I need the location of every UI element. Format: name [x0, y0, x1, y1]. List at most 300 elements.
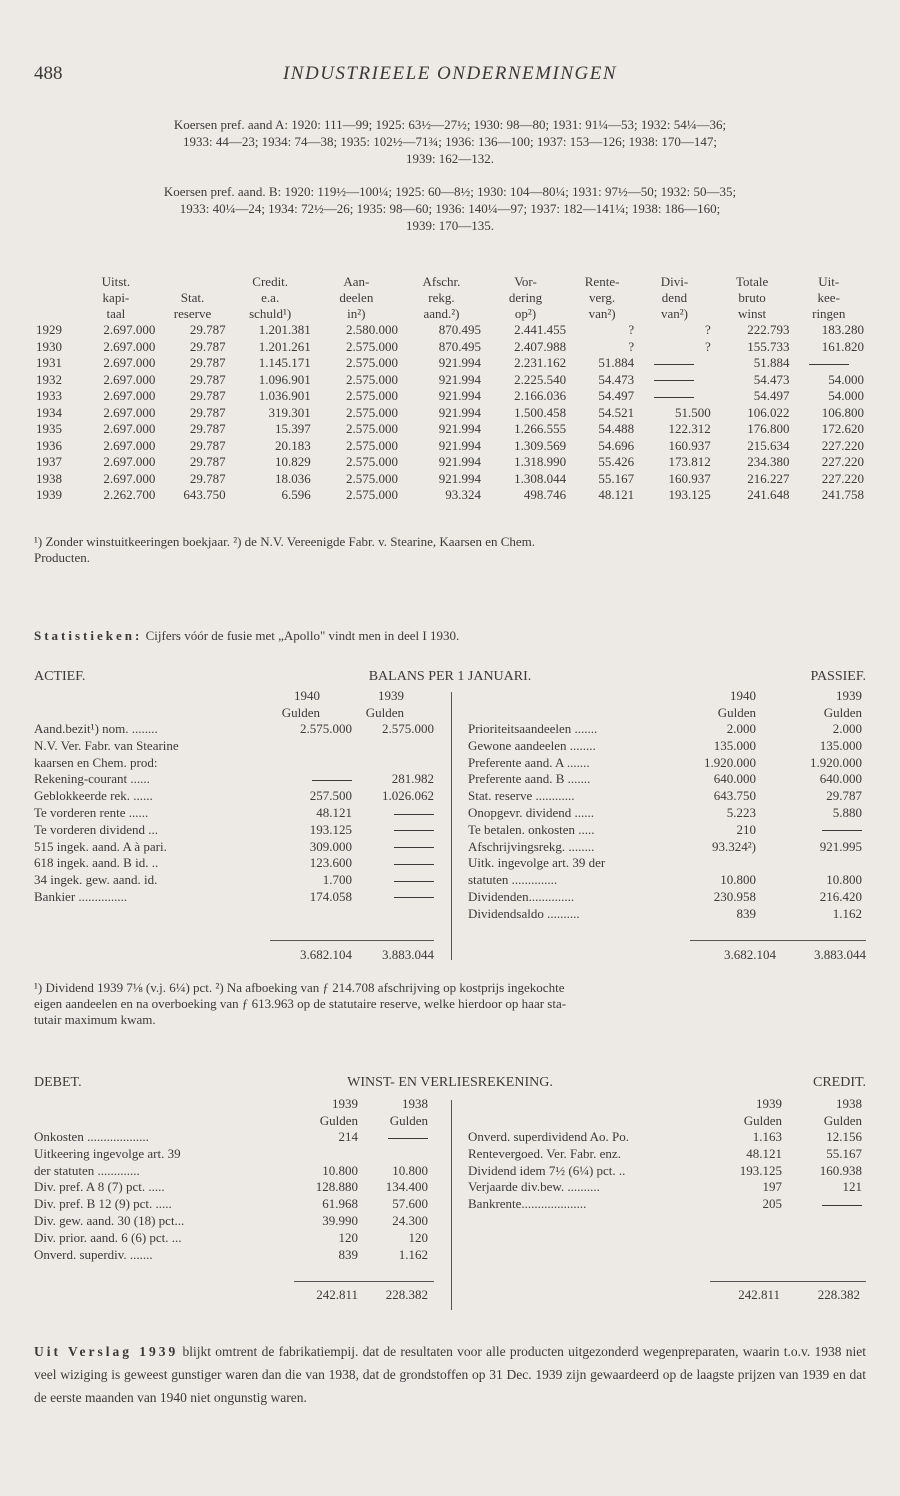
- value-cell: 2.575.000: [345, 421, 398, 436]
- ledger-label: Div. gew. aand. 30 (18) pct...: [34, 1212, 185, 1228]
- value-cell: 319.301: [268, 404, 311, 420]
- ledger-value: 921.995: [819, 838, 862, 854]
- ledger-row: [468, 839, 868, 856]
- ledger-value: 197: [762, 1179, 782, 1195]
- table-row: [34, 339, 866, 356]
- value-cell: 29.787: [189, 371, 226, 387]
- value-cell: ?: [628, 338, 635, 354]
- value-cell: 921.994: [438, 437, 481, 453]
- value-cell: 6.596: [281, 487, 311, 502]
- value-cell: 2.262.700: [103, 487, 156, 502]
- nil-dash: [394, 822, 434, 839]
- passief-total-rule: [690, 940, 866, 941]
- table-row: [34, 372, 866, 389]
- ledger-value: 640.000: [819, 771, 862, 787]
- value-cell: 29.787: [189, 421, 226, 436]
- ledger-value: 93.324²): [712, 838, 756, 854]
- dash-line: [394, 864, 434, 865]
- ledger-value: 1.700: [322, 872, 352, 888]
- page-number: 488: [34, 63, 63, 84]
- year-1939: 1939: [378, 688, 404, 703]
- year-1939: 1939: [756, 1096, 782, 1111]
- ledger-row: [34, 1196, 434, 1213]
- value-cell: 2.225.540: [514, 371, 567, 387]
- year-1940: 1940: [294, 688, 320, 703]
- header-line: dend: [661, 290, 688, 305]
- ledger-value: 216.420: [819, 888, 862, 904]
- ledger-value: 174.058: [309, 888, 352, 904]
- value-cell: 1.308.044: [514, 470, 567, 486]
- ledger-row: [34, 738, 434, 755]
- header-line: in²): [347, 306, 366, 321]
- value-cell: ?: [704, 322, 711, 337]
- header-line: schuld¹): [249, 306, 292, 321]
- value-cell: 20.183: [274, 437, 311, 453]
- unit-label: Gulden: [389, 1113, 428, 1128]
- ledger-row: [468, 1146, 868, 1163]
- header-line: deelen: [339, 290, 374, 305]
- ledger-value: 205: [762, 1196, 782, 1212]
- passief-column: [468, 687, 868, 923]
- quotes-pref-b: [34, 183, 866, 234]
- header-line: Credit.: [252, 274, 289, 289]
- header-line: Aan-: [343, 274, 370, 289]
- quote-line: 1939: 162—132.: [405, 151, 495, 166]
- value-cell: 643.750: [183, 487, 226, 502]
- ledger-value: 29.787: [826, 788, 862, 804]
- ledger-row: [34, 1179, 434, 1196]
- header-line: bruto: [738, 290, 766, 305]
- actief-col-head: [34, 687, 434, 721]
- value-cell: 18.036: [274, 470, 311, 486]
- value-cell: 241.648: [747, 487, 790, 502]
- wv-titles: [34, 1074, 866, 1092]
- value-cell: 2.697.000: [103, 371, 156, 387]
- year-cell: 1935: [36, 421, 62, 436]
- value-cell: 2.580.000: [345, 322, 398, 337]
- debet-title: DEBET.: [34, 1075, 82, 1090]
- value-cell: 2.697.000: [103, 322, 156, 337]
- ledger-label: Uitk. ingevolge art. 39 der: [468, 855, 606, 871]
- header-line: reserve: [173, 306, 212, 321]
- ledger-value: 193.125: [739, 1162, 782, 1178]
- value-cell: 54.000: [828, 371, 864, 387]
- ledger-row: [468, 1163, 868, 1180]
- value-cell: 1.036.901: [258, 388, 311, 403]
- header-line: rekg.: [428, 290, 455, 305]
- ledger-value: 12.156: [826, 1129, 862, 1144]
- value-cell: 216.227: [747, 470, 790, 486]
- ledger-label: 618 ingek. aand. B id. ..: [34, 855, 159, 871]
- running-title: INDUSTRIEELE ONDERNEMINGEN: [282, 63, 617, 84]
- ledger-value: 1.920.000: [810, 754, 862, 770]
- ledger-label: Preferente aand. A .......: [468, 754, 590, 770]
- ledger-value: 214: [338, 1129, 358, 1144]
- value-cell: 227.220: [821, 454, 864, 469]
- value-cell: 2.575.000: [345, 487, 398, 502]
- value-cell: 1.201.381: [258, 322, 311, 337]
- nil-dash: [822, 822, 862, 839]
- ledger-value: 1.920.000: [704, 754, 756, 770]
- value-cell: 215.634: [747, 437, 790, 453]
- ledger-label: Stat. reserve ............: [468, 788, 575, 804]
- credit-column: [468, 1095, 868, 1213]
- value-cell: 54.000: [828, 388, 864, 403]
- value-cell: 54.521: [598, 404, 635, 420]
- actief-total-rule: [270, 940, 434, 941]
- wv-title: WINST- EN VERLIESREKENING.: [347, 1075, 553, 1090]
- ledger-label: Gewone aandeelen ........: [468, 737, 596, 753]
- passief-title: PASSIEF.: [810, 669, 866, 684]
- ledger-value: 1.162: [832, 905, 862, 921]
- report-label: Uit Verslag 1939: [34, 1344, 179, 1359]
- value-cell: 2.575.000: [345, 338, 398, 354]
- footnote-line: eigen aandeelen en na overboeking van ƒ 613.963 op de statutaire reserve, welke hierdoor op haar sta-: [34, 996, 567, 1011]
- ledger-row: [34, 1230, 434, 1247]
- ledger-value: 5.880: [832, 804, 862, 820]
- value-cell: 921.994: [438, 421, 481, 436]
- ledger-label: Div. pref. B 12 (9) pct. .....: [34, 1196, 172, 1212]
- ledger-row: [468, 788, 868, 805]
- value-cell: 1.500.458: [514, 404, 567, 420]
- header-line: Uitst.: [101, 274, 131, 289]
- table-row: [34, 322, 866, 339]
- ledger-row: [34, 839, 434, 856]
- report-text: blijkt omtrent de fabrikatiempij. dat de resultaten voor alle producten uitgezonderd wegenpreparaten, waarin t.o.v. 1938 niet veel wiziging is geweest gunstiger waren dan die van 1938, dat de grondstoffen op 31 Dec. 1939 zijn gewaardeerd op de laagste prijzen van 1939 en dat de eerste maanden van 1940 niet ongunstig waren.: [34, 1344, 866, 1405]
- table-row: [34, 438, 866, 455]
- ledger-label: Verjaarde div.bew. ..........: [468, 1179, 600, 1195]
- ledger-value: 640.000: [713, 771, 756, 787]
- value-cell: [791, 355, 866, 372]
- value-cell: 55.167: [598, 470, 635, 486]
- stats-col-header: [74, 270, 157, 322]
- header-line: aand.²): [423, 306, 460, 321]
- value-cell: 2.697.000: [103, 421, 156, 436]
- dash-line: [394, 814, 434, 815]
- value-cell: 51.884: [753, 355, 790, 370]
- value-cell: 870.495: [438, 338, 481, 354]
- header-line: van²): [660, 306, 688, 321]
- total-1938: 228.382: [385, 1287, 428, 1302]
- wv-divider: [451, 1100, 452, 1310]
- year-1939: 1939: [332, 1096, 358, 1111]
- value-cell: 54.696: [598, 437, 635, 453]
- ledger-value: 839: [736, 905, 756, 921]
- ledger-row: [468, 738, 868, 755]
- ledger-row: [34, 771, 434, 788]
- ledger-row: [34, 1129, 434, 1146]
- header-line: Uit-: [818, 274, 840, 289]
- nil-dash: [654, 364, 694, 365]
- dash-line: [312, 780, 352, 781]
- quote-line: Koersen pref. aand A: 1920: 111—99; 1925: 63½—27½; 1930: 98—80; 1931: 91¼—53; 1932: 54¼—36;: [173, 117, 727, 132]
- year-1938: 1938: [402, 1096, 428, 1111]
- ledger-value: 2.000: [832, 721, 862, 736]
- ledger-value: 281.982: [391, 771, 434, 787]
- ledger-label: Bankrente....................: [468, 1196, 587, 1212]
- value-cell: 29.787: [189, 437, 226, 453]
- value-cell: 176.800: [747, 421, 790, 436]
- quote-line: 1933: 44—23; 1934: 74—38; 1935: 102½—71¾; 1936: 136—100; 1937: 153—126; 1938: 170—147;: [182, 134, 718, 149]
- table-row: [34, 421, 866, 438]
- value-cell: [636, 355, 713, 372]
- value-cell: 29.787: [189, 470, 226, 486]
- year-cell: 1932: [36, 371, 62, 387]
- value-cell: 921.994: [438, 404, 481, 420]
- ledger-value: 121: [842, 1179, 862, 1195]
- ledger-value: 39.990: [322, 1212, 358, 1228]
- ledger-row: [34, 855, 434, 872]
- ledger-value: 210: [736, 821, 756, 837]
- value-cell: 10.829: [274, 454, 311, 469]
- total-1939: 242.811: [316, 1287, 358, 1302]
- ledger-label: Div. prior. aand. 6 (6) pct. ...: [34, 1229, 182, 1245]
- ledger-value: 134.400: [385, 1179, 428, 1195]
- value-cell: 54.497: [598, 388, 635, 403]
- value-cell: 921.994: [438, 470, 481, 486]
- ledger-label: kaarsen en Chem. prod:: [34, 754, 158, 770]
- ledger-value: 193.125: [309, 821, 352, 837]
- nil-dash: [809, 364, 849, 365]
- value-cell: 2.575.000: [345, 470, 398, 486]
- table-row: [34, 355, 866, 372]
- year-1940: 1940: [730, 688, 756, 703]
- ledger-label: Afschrijvingsrekg. ........: [468, 838, 595, 854]
- ledger-row: [34, 805, 434, 822]
- value-cell: ?: [704, 338, 711, 354]
- value-cell: 2.166.036: [514, 388, 567, 403]
- nil-dash: [394, 872, 434, 889]
- credit-col-head: [468, 1095, 868, 1129]
- ledger-label: 515 ingek. aand. A à pari.: [34, 838, 167, 854]
- ledger-value: 257.500: [309, 788, 352, 804]
- value-cell: 1.318.990: [514, 454, 567, 469]
- value-cell: 227.220: [821, 437, 864, 453]
- stats-col-header: [34, 270, 74, 322]
- value-cell: 2.697.000: [103, 454, 156, 469]
- header-line: taal: [106, 306, 126, 321]
- value-cell: 54.497: [753, 388, 790, 403]
- nil-dash: [394, 805, 434, 822]
- value-cell: 2.697.000: [103, 437, 156, 453]
- ledger-value: 1.162: [398, 1246, 428, 1262]
- year-cell: 1930: [36, 338, 62, 354]
- footnote-stats: [34, 534, 866, 566]
- ledger-row: [34, 1247, 434, 1264]
- ledger-label: 34 ingek. gew. aand. id.: [34, 872, 158, 888]
- ledger-value: 5.223: [726, 804, 756, 820]
- header-line: winst: [738, 306, 767, 321]
- table-row: [34, 405, 866, 422]
- value-cell: 2.697.000: [103, 404, 156, 420]
- ledger-value: 10.800: [322, 1162, 358, 1178]
- ledger-value: 2.575.000: [382, 721, 434, 736]
- ledger-value: 120: [408, 1229, 428, 1245]
- value-cell: 1.201.261: [258, 338, 311, 354]
- value-cell: 29.787: [189, 355, 226, 370]
- ledger-value: 160.938: [819, 1162, 862, 1178]
- value-cell: 921.994: [438, 454, 481, 469]
- ledger-row: [34, 889, 434, 906]
- ledger-value: 1.026.062: [382, 788, 434, 804]
- year-cell: 1931: [36, 355, 62, 370]
- statistieken-label: Statistieken:: [34, 628, 143, 643]
- nil-dash: [654, 380, 694, 381]
- ledger-row: [468, 771, 868, 788]
- debet-total-rule: [294, 1281, 434, 1282]
- value-cell: 234.380: [747, 454, 790, 469]
- value-cell: 51.884: [598, 355, 635, 370]
- dash-line: [388, 1138, 428, 1139]
- stats-col-header: [791, 270, 866, 322]
- header-line: Afschr.: [422, 274, 461, 289]
- ledger-label: Uitkeering ingevolge art. 39: [34, 1145, 181, 1161]
- footnote-line: ¹) Dividend 1939 7⅛ (v.j. 6¼) pct. ²) Na afboeking van ƒ 214.708 afschrijving op kostprijs ingekochte: [34, 980, 565, 995]
- ledger-value: 24.300: [392, 1212, 428, 1228]
- year-1938: 1938: [836, 1096, 862, 1111]
- value-cell: 241.758: [821, 487, 864, 502]
- value-cell: 160.937: [668, 470, 711, 486]
- header-line: kee-: [817, 290, 840, 305]
- footnote-balance: [34, 980, 866, 1028]
- value-cell: 55.426: [598, 454, 635, 469]
- ledger-row: [468, 889, 868, 906]
- balance-titles: [34, 668, 866, 686]
- total-1940: 3.682.104: [724, 947, 776, 962]
- value-cell: 183.280: [821, 322, 864, 337]
- table-row: [34, 454, 866, 471]
- credit-total-rule: [710, 1281, 866, 1282]
- value-cell: 1.266.555: [514, 421, 567, 436]
- value-cell: 106.800: [821, 404, 864, 420]
- value-cell: 921.994: [438, 388, 481, 403]
- ledger-value: 120: [338, 1229, 358, 1245]
- debet-col-head: [34, 1095, 434, 1129]
- header-line: verg.: [589, 290, 616, 305]
- ledger-label: Aand.bezit¹) nom. ........: [34, 721, 158, 736]
- ledger-label: Dividendsaldo ..........: [468, 905, 580, 921]
- header-line: Vor-: [514, 274, 537, 289]
- year-cell: 1936: [36, 437, 62, 453]
- value-cell: 2.697.000: [103, 338, 156, 354]
- ledger-value: 10.800: [826, 872, 862, 888]
- value-cell: [636, 388, 713, 405]
- table-row: [34, 471, 866, 488]
- year-cell: 1934: [36, 404, 62, 420]
- ledger-row: [468, 906, 868, 923]
- ledger-label: Preferente aand. B .......: [468, 771, 591, 787]
- value-cell: 2.697.000: [103, 388, 156, 403]
- footnote-line: ¹) Zonder winstuitkeeringen boekjaar. ²) de N.V. Vereenigde Fabr. v. Stearine, Kaarsen en Chem.: [34, 534, 536, 549]
- value-cell: 122.312: [668, 421, 711, 436]
- header-line: kapi-: [102, 290, 130, 305]
- unit-label: Gulden: [743, 1113, 782, 1128]
- total-1939: 3.883.044: [382, 947, 434, 962]
- value-cell: 2.441.455: [514, 322, 567, 337]
- value-cell: 2.575.000: [345, 454, 398, 469]
- dash-line: [822, 1205, 862, 1206]
- ledger-value: 230.958: [713, 888, 756, 904]
- value-cell: 15.397: [274, 421, 311, 436]
- nil-dash: [822, 1196, 862, 1213]
- ledger-row: [468, 1196, 868, 1213]
- nil-dash: [394, 889, 434, 906]
- value-cell: 51.500: [674, 404, 711, 420]
- value-cell: 161.820: [821, 338, 864, 354]
- ledger-label: Te vorderen rente ......: [34, 804, 149, 820]
- stats-col-header: [483, 270, 568, 322]
- ledger-row: [468, 1129, 868, 1146]
- ledger-value: 2.000: [726, 721, 756, 736]
- value-cell: 227.220: [821, 470, 864, 486]
- ledger-label: Te betalen. onkosten .....: [468, 821, 595, 837]
- ledger-label: der statuten .............: [34, 1162, 140, 1178]
- ledger-row: [468, 721, 868, 738]
- value-cell: 498.746: [523, 487, 567, 502]
- value-cell: [636, 372, 713, 389]
- value-cell: 173.812: [668, 454, 711, 469]
- statistieken-note: [34, 628, 866, 644]
- dash-line: [394, 881, 434, 882]
- header-line: van²): [588, 306, 616, 321]
- ledger-row: [468, 872, 868, 889]
- statistieken-text: Cijfers vóór de fusie met „Apollo" vindt men in deel I 1930.: [145, 628, 460, 643]
- value-cell: 106.022: [747, 404, 790, 420]
- nil-dash: [312, 771, 352, 788]
- value-cell: 29.787: [189, 404, 226, 420]
- value-cell: ?: [628, 322, 635, 337]
- unit-label: Gulden: [823, 1113, 862, 1128]
- header-line: dering: [508, 290, 543, 305]
- year-1939: 1939: [836, 688, 862, 703]
- value-cell: 2.575.000: [345, 404, 398, 420]
- dash-line: [394, 847, 434, 848]
- year-cell: 1929: [36, 322, 62, 337]
- actief-column: [34, 687, 434, 906]
- ledger-label: Dividend idem 7½ (6¼) pct. ..: [468, 1162, 626, 1178]
- value-cell: 1.145.171: [258, 355, 311, 370]
- value-cell: 2.575.000: [345, 355, 398, 370]
- header-line: Divi-: [660, 274, 689, 289]
- ledger-label: Onverd. superdiv. .......: [34, 1246, 153, 1262]
- value-cell: 1.309.569: [514, 437, 567, 453]
- ledger-value: 57.600: [392, 1196, 428, 1212]
- actief-title: ACTIEF.: [34, 669, 86, 684]
- value-cell: 2.407.988: [514, 338, 567, 354]
- value-cell: 2.575.000: [345, 388, 398, 403]
- balance-divider: [451, 692, 452, 960]
- ledger-row: [468, 755, 868, 772]
- value-cell: 2.575.000: [345, 371, 398, 387]
- value-cell: 2.231.162: [514, 355, 567, 370]
- ledger-value: 10.800: [392, 1162, 428, 1178]
- unit-label: Gulden: [281, 705, 320, 720]
- stats-col-header: [157, 270, 227, 322]
- header-line: e.a.: [261, 290, 280, 305]
- table-row: [34, 487, 866, 504]
- quote-line: Koersen pref. aand. B: 1920: 119½—100¼; 1925: 60—8½; 1930: 104—80¼; 1931: 97½—50; 1932: 50—35;: [163, 184, 737, 199]
- ledger-row: [34, 822, 434, 839]
- value-cell: 160.937: [668, 437, 711, 453]
- table-row: [34, 388, 866, 405]
- stats-col-header: [713, 270, 792, 322]
- page-header: [34, 62, 866, 88]
- ledger-label: Geblokkeerde rek. ......: [34, 788, 153, 804]
- year-cell: 1937: [36, 454, 62, 469]
- value-cell: 921.994: [438, 355, 481, 370]
- stats-col-header: [568, 270, 636, 322]
- value-cell: 54.488: [598, 421, 635, 436]
